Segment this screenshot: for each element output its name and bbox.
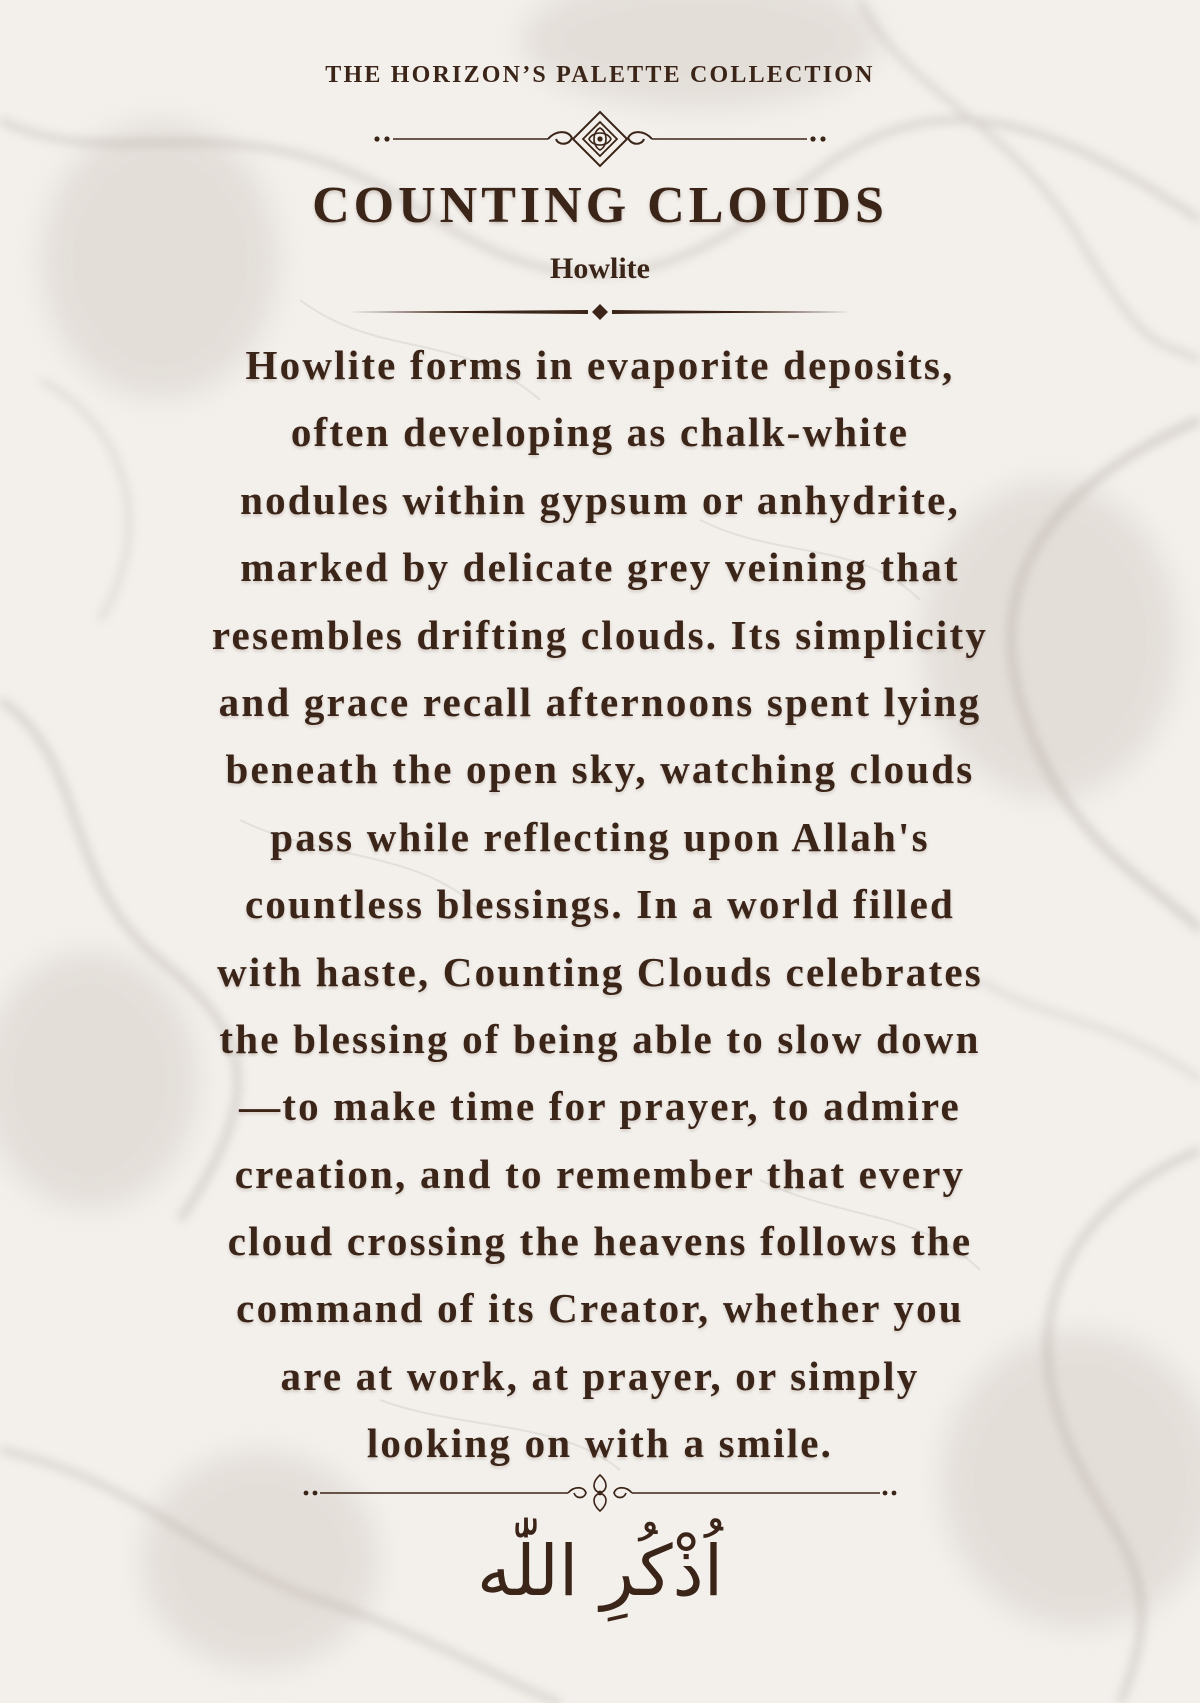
description-line: looking on with a smile.	[366, 1420, 834, 1467]
description-line: are at work, at prayer, or simply	[280, 1352, 920, 1399]
description-line: resembles drifting clouds. Its simplicity	[211, 611, 989, 658]
collection-name: THE HORIZON’S PALETTE COLLECTION	[325, 62, 875, 88]
description-line: the blessing of being able to slow down	[219, 1015, 981, 1062]
page-title: COUNTING CLOUDS	[312, 177, 888, 234]
stone-name: Howlite	[550, 252, 650, 285]
description-line: marked by delicate grey veining that	[240, 544, 960, 591]
description-line: —to make time for prayer, to admire	[239, 1083, 961, 1130]
description-line: creation, and to remember that every	[234, 1150, 966, 1197]
description-line: beneath the open sky, watching clouds	[225, 746, 975, 793]
description-line: pass while reflecting upon Allah's	[270, 813, 930, 860]
diamond-divider-icon	[0, 302, 1200, 322]
description-line: Howlite forms in evaporite deposits,	[245, 342, 955, 388]
floral-divider-icon	[0, 108, 1200, 170]
description-line: and grace recall afternoons spent lying	[218, 678, 982, 725]
description-line: cloud crossing the heavens follows the	[227, 1218, 973, 1265]
arabic-calligraphy: اُذْكُرِ اللّٰه	[476, 1530, 724, 1612]
description-line: often developing as chalk-white	[290, 409, 910, 456]
description-text	[110, 332, 1090, 1478]
small-floral-divider-icon	[0, 1472, 1200, 1514]
description-line: countless blessings. In a world filled	[244, 881, 956, 928]
description-line: with haste, Counting Clouds celebrates	[217, 948, 983, 995]
description-line: command of its Creator, whether you	[236, 1285, 964, 1332]
description-line: nodules within gypsum or anhydrite,	[240, 476, 960, 523]
